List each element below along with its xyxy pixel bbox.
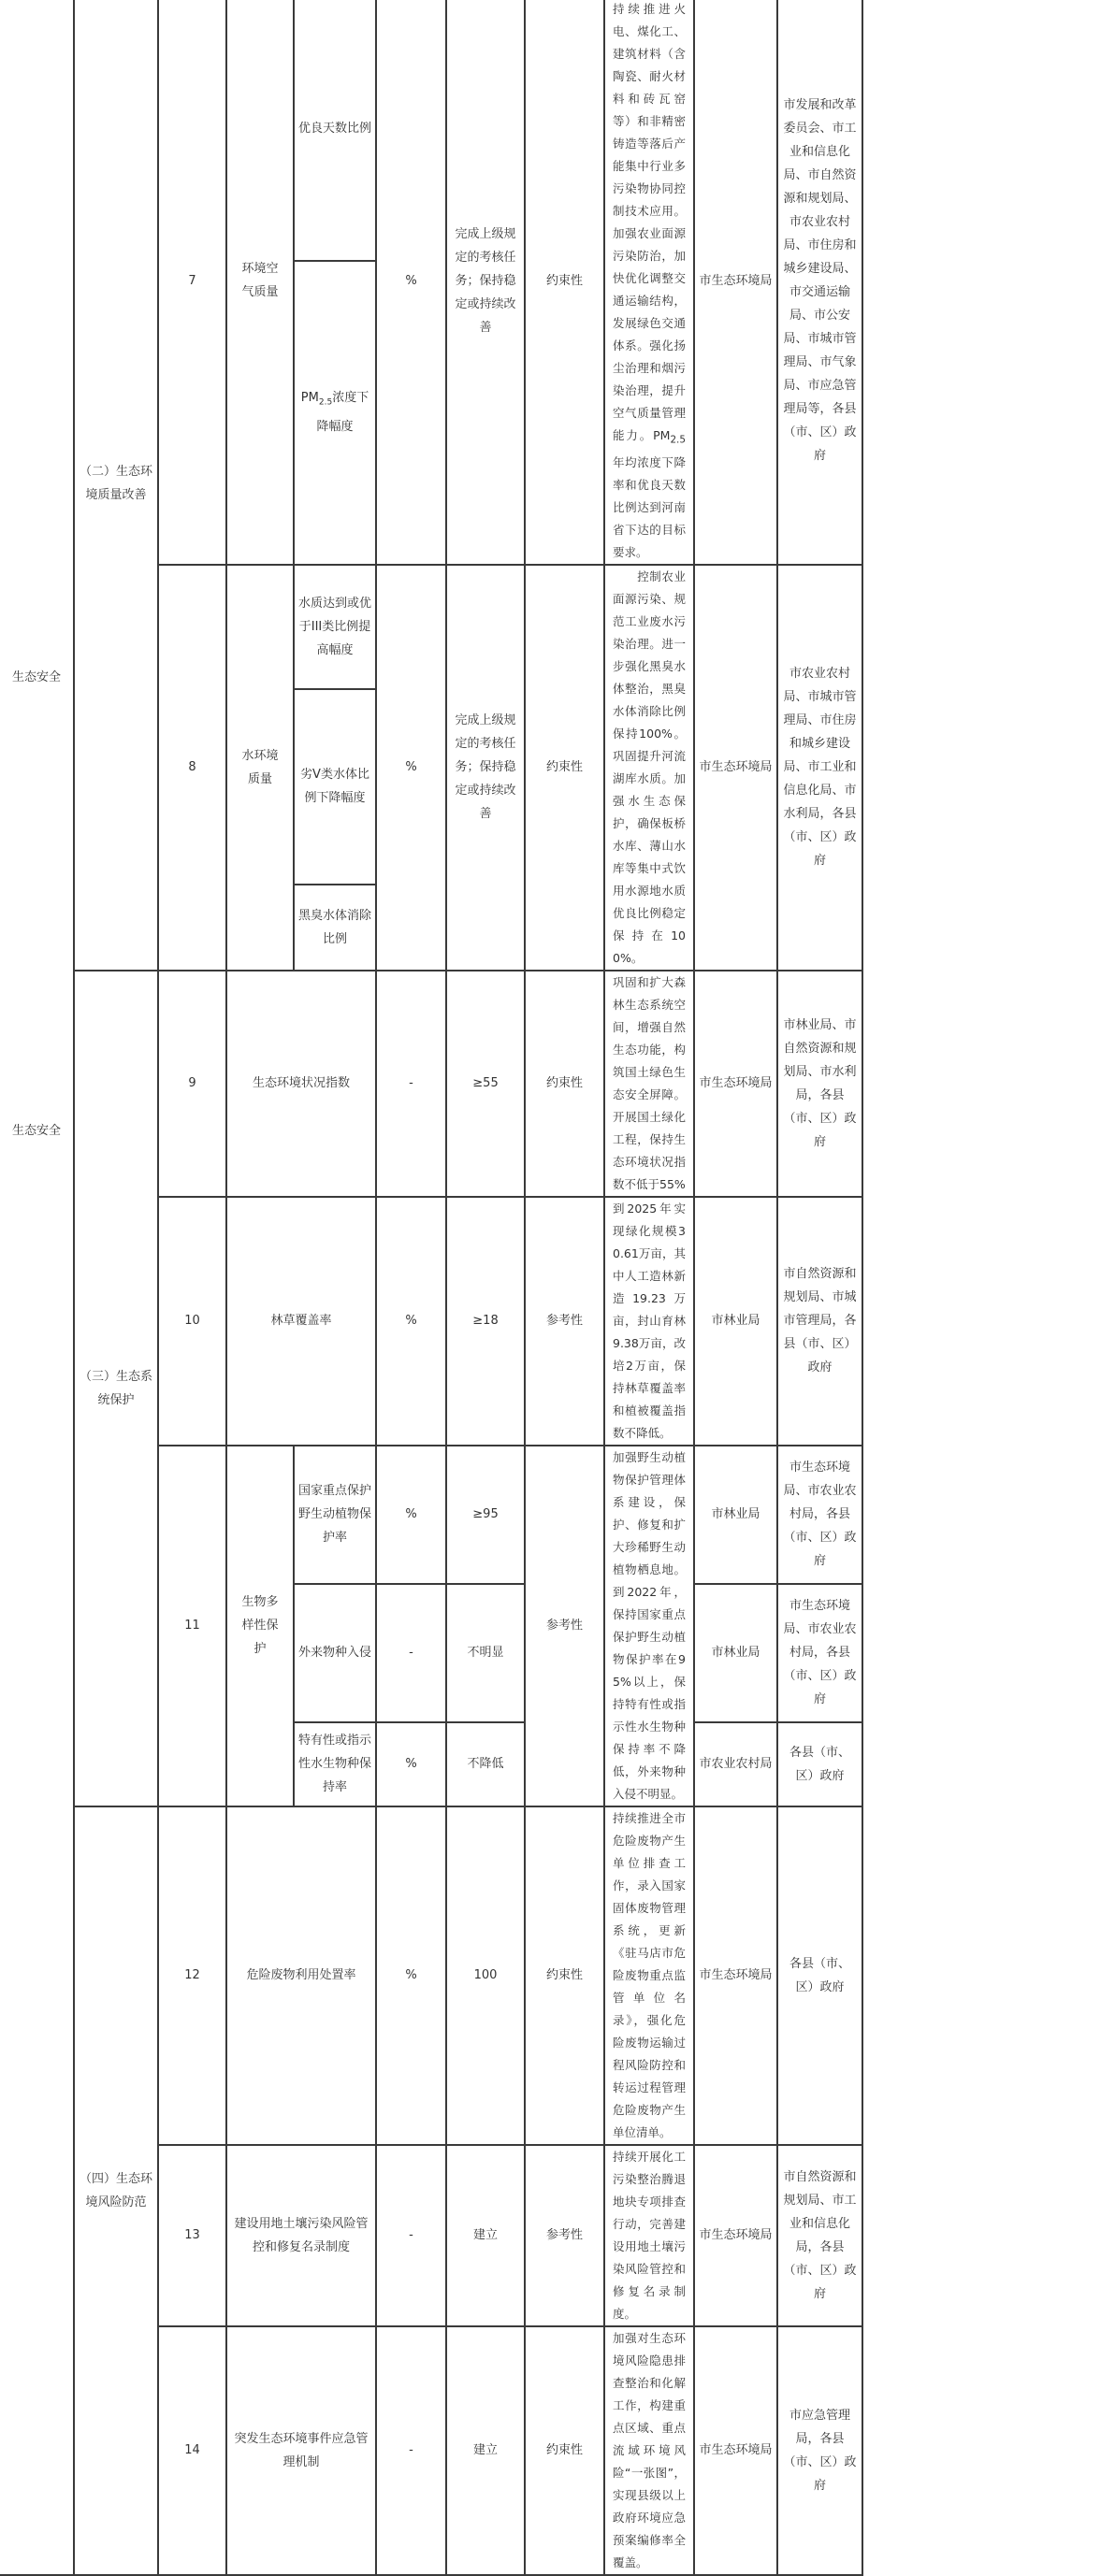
- coop-unit-13: 市自然资源和规划局、市工业和信息化局，各县（市、区）政府: [777, 2145, 862, 2326]
- domain-label-upper: 生态安全: [0, 565, 74, 689]
- row-no-9: 9: [158, 971, 226, 1197]
- row-no-7: 7: [158, 0, 226, 565]
- domain-label-lower: [0, 689, 74, 2575]
- measure-13: 持续开展化工污染整治腾退地块专项排查行动，完善建设用地土壤污染风险管控和修复名录制度。: [604, 2145, 694, 2326]
- lead-unit-11-3: 市农业农村局: [694, 1722, 777, 1806]
- category-biodiversity: 生物多样性保护: [226, 1446, 294, 1806]
- domain-label-lower-text: 生态安全: [11, 1123, 61, 1138]
- unit-8: %: [376, 565, 446, 971]
- attribute-14: 约束性: [525, 2326, 604, 2575]
- indicator-9: 生态环境状况指数: [226, 971, 376, 1197]
- unit-10: %: [376, 1197, 446, 1446]
- attribute-7: 约束性: [525, 0, 604, 565]
- lead-unit-12: 市生态环境局: [694, 1806, 777, 2145]
- lead-unit-14: 市生态环境局: [694, 2326, 777, 2575]
- measure-11: 加强野生动植物保护管理体系建设，保护、修复和扩大珍稀野生动植物栖息地。到2022年，保持国家重点保护野生动植物保护率在95%以上，保持特有性或指示性水生物种保持率不降低，外来物种入侵不明显。: [604, 1446, 694, 1806]
- indicator-13: 建设用地土壤污染风险管控和修复名录制度: [226, 2145, 376, 2326]
- unit-9: -: [376, 971, 446, 1197]
- coop-unit-11-2: 市生态环境局、市农业农村局，各县（市、区）政府: [777, 1584, 862, 1722]
- pm-subscript: 2.5: [318, 397, 333, 408]
- sub-indicator-good-days: 优良天数比例: [294, 0, 376, 261]
- row-no-11: 11: [158, 1446, 226, 1806]
- measure-8: 控制农业面源污染、规范工业废水污染治理。进一步强化黑臭水体整治，黑臭水体消除比例保持100%。巩固提升河流湖库水质。加强水生态保护，确保板桥水库、薄山水库等集中式饮用水源地水质优良比例稳定保持在100%。: [604, 565, 694, 971]
- unit-12: %: [376, 1806, 446, 2145]
- attribute-13: 参考性: [525, 2145, 604, 2326]
- measure-10: 到2025年实现绿化规模30.61万亩，其中人工造林新造19.23万亩，封山育林9.38万亩，改培2万亩，保持林草覆盖率和植被覆盖指数不降低。: [604, 1197, 694, 1446]
- sub-indicator-class3: 水质达到或优于III类比例提高幅度: [294, 565, 376, 689]
- sub-indicator-endemic: 特有性或指示性水生物种保持率: [294, 1722, 376, 1806]
- target-14: 建立: [446, 2326, 525, 2575]
- measure-7-b: 年均浓度下降率和优良天数比例达到河南省下达的目标要求。: [613, 454, 686, 559]
- section-cell-4: （四）生态环境风险防范: [74, 1806, 158, 2575]
- pm-label-rest: 浓度下降幅度: [316, 391, 369, 434]
- section-cell-2: （二）生态环境质量改善: [74, 0, 158, 971]
- attribute-12: 约束性: [525, 1806, 604, 2145]
- row-no-8: 8: [158, 565, 226, 971]
- target-12: 100: [446, 1806, 525, 2145]
- unit-14: -: [376, 2326, 446, 2575]
- domain-cell: [0, 0, 74, 565]
- coop-unit-9: 市林业局、市自然资源和规划局、市水利局，各县（市、区）政府: [777, 971, 862, 1197]
- target-7: 完成上级规定的考核任务；保持稳定或持续改善: [446, 0, 525, 565]
- sub-indicator-black-odor: 黑臭水体消除比例: [294, 885, 376, 971]
- sub-indicator-protected: 国家重点保护野生动植物保护率: [294, 1446, 376, 1584]
- sub-indicator-invasive: 外来物种入侵: [294, 1584, 376, 1722]
- indicator-14: 突发生态环境事件应急管理机制: [226, 2326, 376, 2575]
- attribute-9: 约束性: [525, 971, 604, 1197]
- coop-unit-12: 各县（市、区）政府: [777, 1806, 862, 2145]
- category-air: 环境空气质量: [226, 0, 294, 565]
- target-11-3: 不降低: [446, 1722, 525, 1806]
- lead-unit-9: 市生态环境局: [694, 971, 777, 1197]
- attribute-10: 参考性: [525, 1197, 604, 1446]
- lead-unit-7: 市生态环境局: [694, 0, 777, 565]
- unit-11-2: -: [376, 1584, 446, 1722]
- coop-unit-7: 市发展和改革委员会、市工业和信息化局、市自然资源和规划局、市农业农村局、市住房和城乡建设局、市交通运输局、市公安局、市城市管理局、市气象局、市应急管理局等，各县（市、区）政府: [777, 0, 862, 565]
- lead-unit-11-1: 市林业局: [694, 1446, 777, 1584]
- row-no-10: 10: [158, 1197, 226, 1446]
- lead-unit-13: 市生态环境局: [694, 2145, 777, 2326]
- sub-indicator-class5: 劣V类水体比例下降幅度: [294, 689, 376, 885]
- measure-7: [604, 0, 694, 565]
- coop-unit-14: 市应急管理局，各县（市、区）政府: [777, 2326, 862, 2575]
- target-9: ≥55: [446, 971, 525, 1197]
- target-11-2: 不明显: [446, 1584, 525, 1722]
- unit-11-3: %: [376, 1722, 446, 1806]
- row-no-12: 12: [158, 1806, 226, 2145]
- target-10: ≥18: [446, 1197, 525, 1446]
- row-no-14: 14: [158, 2326, 226, 2575]
- measure-7-a: 持续推进火电、煤化工、建筑材料（含陶瓷、耐火材料和砖瓦窑等）和非精密铸造等落后产能集中行业多污染物协同控制技术应用。加强农业面源污染防治，加快优化调整交通运输结构，发展绿色交通体系。强化扬尘治理和烟污染治理，提升空气质量管理能力。PM: [613, 2, 686, 442]
- target-8: 完成上级规定的考核任务；保持稳定或持续改善: [446, 565, 525, 971]
- unit-7: %: [376, 0, 446, 565]
- coop-unit-8: 市农业农村局、市城市管理局、市住房和城乡建设局、市工业和信息化局、市水利局，各县（市、区）政府: [777, 565, 862, 971]
- category-water: 水环境质量: [226, 565, 294, 971]
- coop-unit-11-3: 各县（市、区）政府: [777, 1722, 862, 1806]
- coop-unit-10: 市自然资源和规划局、市城市管理局，各县（市、区）政府: [777, 1197, 862, 1446]
- attribute-8: 约束性: [525, 565, 604, 971]
- row-no-13: 13: [158, 2145, 226, 2326]
- measure-14: 加强对生态环境风险隐患排查整治和化解工作，构建重点区域、重点流域环境风险“一张图”，实现县级以上政府环境应急预案编修率全覆盖。: [604, 2326, 694, 2575]
- sub-indicator-pm25: [294, 261, 376, 565]
- lead-unit-10: 市林业局: [694, 1197, 777, 1446]
- measure-9: 巩固和扩大森林生态系统空间，增强自然生态功能，构筑国土绿色生态安全屏障。开展国土绿化工程，保持生态环境状况指数不低于55%: [604, 971, 694, 1197]
- right-margin: [862, 0, 950, 2575]
- lead-unit-8: 市生态环境局: [694, 565, 777, 971]
- unit-13: -: [376, 2145, 446, 2326]
- lead-unit-11-2: 市林业局: [694, 1584, 777, 1722]
- indicator-10: 林草覆盖率: [226, 1197, 376, 1446]
- section-cell-3: （三）生态系统保护: [74, 971, 158, 1806]
- target-13: 建立: [446, 2145, 525, 2326]
- coop-unit-11-1: 市生态环境局、市农业农村局，各县（市、区）政府: [777, 1446, 862, 1584]
- target-11-1: ≥95: [446, 1446, 525, 1584]
- indicator-12: 危险废物利用处置率: [226, 1806, 376, 2145]
- measure-12: 持续推进全市危险废物产生单位排查工作，录入国家固体废物管理系统，更新《驻马店市危险废物重点监管单位名录》，强化危险废物运输过程风险防控和转运过程管理危险废物产生单位清单。: [604, 1806, 694, 2145]
- unit-11-1: %: [376, 1446, 446, 1584]
- measure-7-sub: 2.5: [670, 434, 686, 446]
- attribute-11: 参考性: [525, 1446, 604, 1806]
- pm-label: PM: [300, 391, 319, 406]
